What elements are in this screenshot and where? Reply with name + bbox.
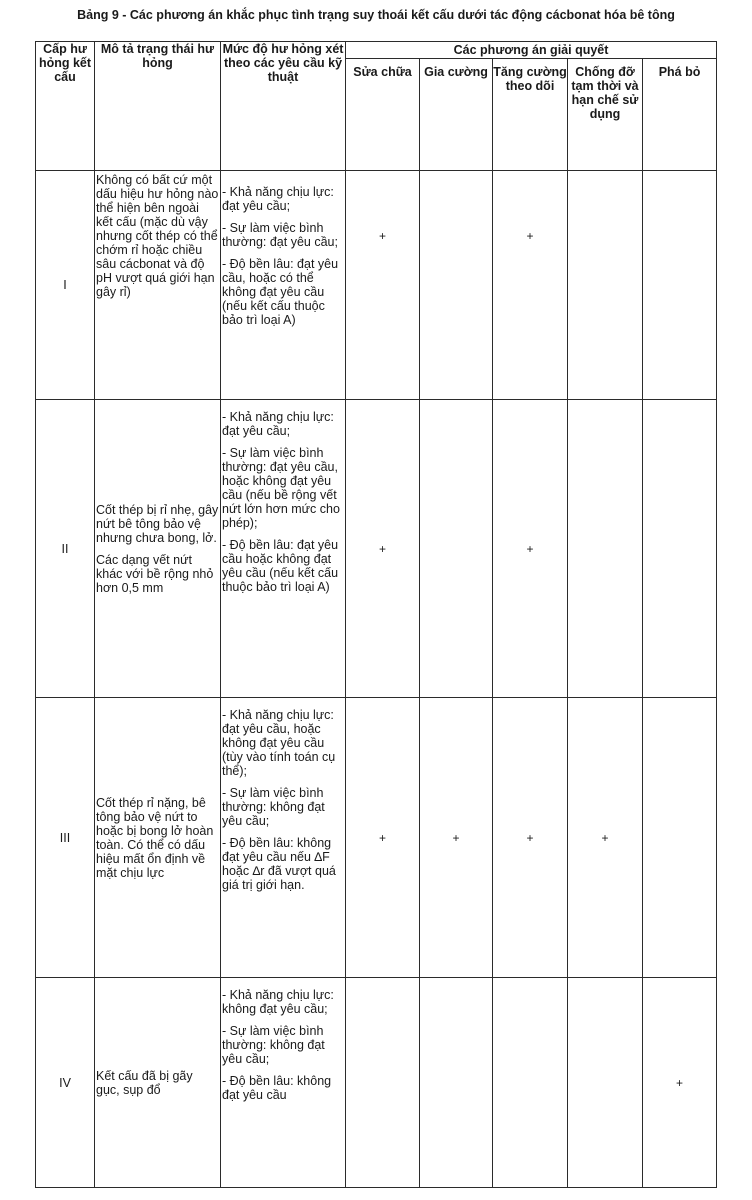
header-temporary-support: Chống đỡ tạm thời và hạn chế sử dụng bbox=[568, 59, 643, 171]
row-grade: II bbox=[36, 400, 95, 698]
mark-repair: + bbox=[346, 400, 420, 698]
mark-strengthen bbox=[420, 400, 493, 698]
row-requirements bbox=[221, 171, 346, 400]
description-text: Kết cấu đã bị gãy gục, sụp đổ bbox=[96, 1068, 193, 1097]
mark-monitor: + bbox=[493, 698, 568, 978]
mark-temporary-support bbox=[568, 171, 643, 400]
row-description bbox=[95, 171, 221, 400]
requirement-text: - Sự làm việc bình thường: đạt yêu cầu, hoặc không đạt yêu cầu (nếu bề rộng vết nứt lớn hơn mức cho phép); bbox=[222, 446, 340, 530]
mark-monitor: + bbox=[493, 400, 568, 698]
mark-temporary-support bbox=[568, 978, 643, 1188]
mark-monitor: + bbox=[493, 171, 568, 400]
mark-strengthen bbox=[420, 171, 493, 400]
description-text: Cốt thép rỉ nặng, bê tông bảo vệ nứt to hoặc bị bong lở hoàn toàn. Có thể có dấu hiệu mất ổn định về mặt chịu lực bbox=[96, 795, 214, 880]
requirement-text: - Độ bền lâu: không đạt yêu cầu bbox=[222, 1074, 332, 1102]
requirement-text: - Khả năng chịu lực: đạt yêu cầu; bbox=[222, 185, 334, 213]
requirement-text: - Khả năng chịu lực: không đạt yêu cầu; bbox=[222, 988, 334, 1016]
row-description bbox=[95, 978, 221, 1188]
header-requirement: Mức độ hư hỏng xét theo các yêu cầu kỹ thuật bbox=[221, 42, 346, 171]
mark-strengthen bbox=[420, 978, 493, 1188]
header-repair: Sửa chữa bbox=[346, 59, 420, 171]
requirement-text: - Độ bền lâu: không đạt yêu cầu nếu ∆F hoặc ∆r đã vượt quá giá trị giới hạn. bbox=[222, 836, 336, 892]
row-grade: IV bbox=[36, 978, 95, 1188]
row-description bbox=[95, 698, 221, 978]
mark-repair: + bbox=[346, 171, 420, 400]
header-monitor: Tăng cường theo dõi bbox=[493, 59, 568, 171]
header-demolish: Phá bỏ bbox=[643, 59, 717, 171]
mark-monitor bbox=[493, 978, 568, 1188]
header-solutions-group: Các phương án giải quyết bbox=[346, 42, 717, 59]
requirement-text: - Độ bền lâu: đạt yêu cầu, hoặc có thể không đạt yêu cầu (nếu kết cấu thuộc bảo trì loại A) bbox=[222, 257, 339, 327]
description-text: Cốt thép bị rỉ nhẹ, gây nứt bê tông bảo vệ nhưng chưa bong, lở. bbox=[96, 502, 219, 545]
table-title: Bảng 9 - Các phương án khắc phục tình trạng suy thoái kết cấu dưới tác động cácbonat hóa bê tông bbox=[77, 8, 675, 22]
mark-demolish bbox=[643, 171, 717, 400]
mark-demolish bbox=[643, 698, 717, 978]
row-grade: III bbox=[36, 698, 95, 978]
mark-demolish: + bbox=[643, 978, 717, 1188]
row-grade: I bbox=[36, 171, 95, 400]
row-description bbox=[95, 400, 221, 698]
header-strengthen: Gia cường bbox=[420, 59, 493, 171]
header-grade: Cấp hư hỏng kết cấu bbox=[36, 42, 95, 171]
description-text: Các dạng vết nứt khác với bề rộng nhỏ hơn 0,5 mm bbox=[96, 552, 214, 595]
requirement-text: - Độ bền lâu: đạt yêu cầu hoặc không đạt yêu cầu (nếu kết cấu thuộc bảo trì loại A) bbox=[222, 538, 339, 594]
mark-temporary-support bbox=[568, 400, 643, 698]
remedy-table bbox=[35, 41, 717, 1188]
table-row bbox=[36, 171, 717, 400]
mark-temporary-support: + bbox=[568, 698, 643, 978]
mark-demolish bbox=[643, 400, 717, 698]
mark-repair bbox=[346, 978, 420, 1188]
requirement-text: - Sự làm việc bình thường: không đạt yêu cầu; bbox=[222, 786, 325, 828]
header-description: Mô tả trạng thái hư hỏng bbox=[95, 42, 221, 171]
requirement-text: - Khả năng chịu lực: đạt yêu cầu; bbox=[222, 410, 334, 438]
requirement-text: - Sự làm việc bình thường: không đạt yêu cầu; bbox=[222, 1024, 325, 1066]
requirement-text: - Sự làm việc bình thường: đạt yêu cầu; bbox=[222, 221, 338, 249]
table-row bbox=[36, 978, 717, 1188]
row-requirements bbox=[221, 698, 346, 978]
mark-strengthen: + bbox=[420, 698, 493, 978]
row-requirements bbox=[221, 978, 346, 1188]
row-requirements bbox=[221, 400, 346, 698]
mark-repair: + bbox=[346, 698, 420, 978]
table-row bbox=[36, 698, 717, 978]
table-row bbox=[36, 400, 717, 698]
requirement-text: - Khả năng chịu lực: đạt yêu cầu, hoặc không đạt yêu cầu (tùy vào tính toán cụ thể); bbox=[222, 708, 336, 778]
description-text: Không có bất cứ một dấu hiệu hư hỏng nào thể hiện bên ngoài kết cấu (mặc dù vậy nhưng cốt thép có thể chớm rỉ hoặc chiều sâu cácbonat và độ pH vượt quá giới hạn gây rỉ) bbox=[96, 173, 219, 299]
